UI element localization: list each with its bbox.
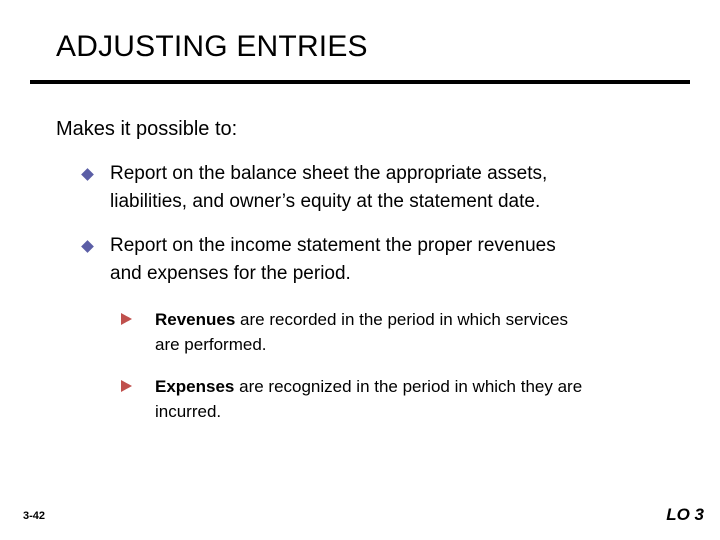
learning-objective-label: LO 3 <box>666 505 704 524</box>
bullet-line: Report on the income statement the proper revenues <box>110 235 556 256</box>
sub-bullet-text: are recorded in the period in which services <box>235 310 568 329</box>
bullet-line: liabilities, and owner’s equity at the statement date. <box>110 191 541 212</box>
bullet-income-statement <box>110 232 556 288</box>
diamond-bullet-icon <box>81 168 94 181</box>
arrow-bullet-icon <box>121 313 132 325</box>
diamond-bullet-icon <box>81 240 94 253</box>
bullet-balance-sheet <box>110 160 547 216</box>
sub-bullet-line <box>155 307 568 332</box>
title-underline-rule <box>30 80 690 84</box>
sub-bullet-line: incurred. <box>155 402 222 421</box>
slide-title: ADJUSTING ENTRIES <box>56 30 368 63</box>
intro-text: Makes it possible to: <box>56 118 238 140</box>
term-revenues: Revenues <box>155 310 236 329</box>
sub-bullet-expenses <box>155 374 582 424</box>
arrow-bullet-icon <box>121 380 132 392</box>
sub-bullet-text: are recognized in the period in which they are <box>234 377 583 396</box>
bullet-line: and expenses for the period. <box>110 263 351 284</box>
sub-bullet-line <box>155 374 582 399</box>
bullet-line: Report on the balance sheet the appropriate assets, <box>110 163 548 184</box>
sub-bullet-revenues <box>155 307 568 357</box>
slide-number: 3-42 <box>23 510 46 522</box>
term-expenses: Expenses <box>155 377 235 396</box>
sub-bullet-line: are performed. <box>155 335 267 354</box>
